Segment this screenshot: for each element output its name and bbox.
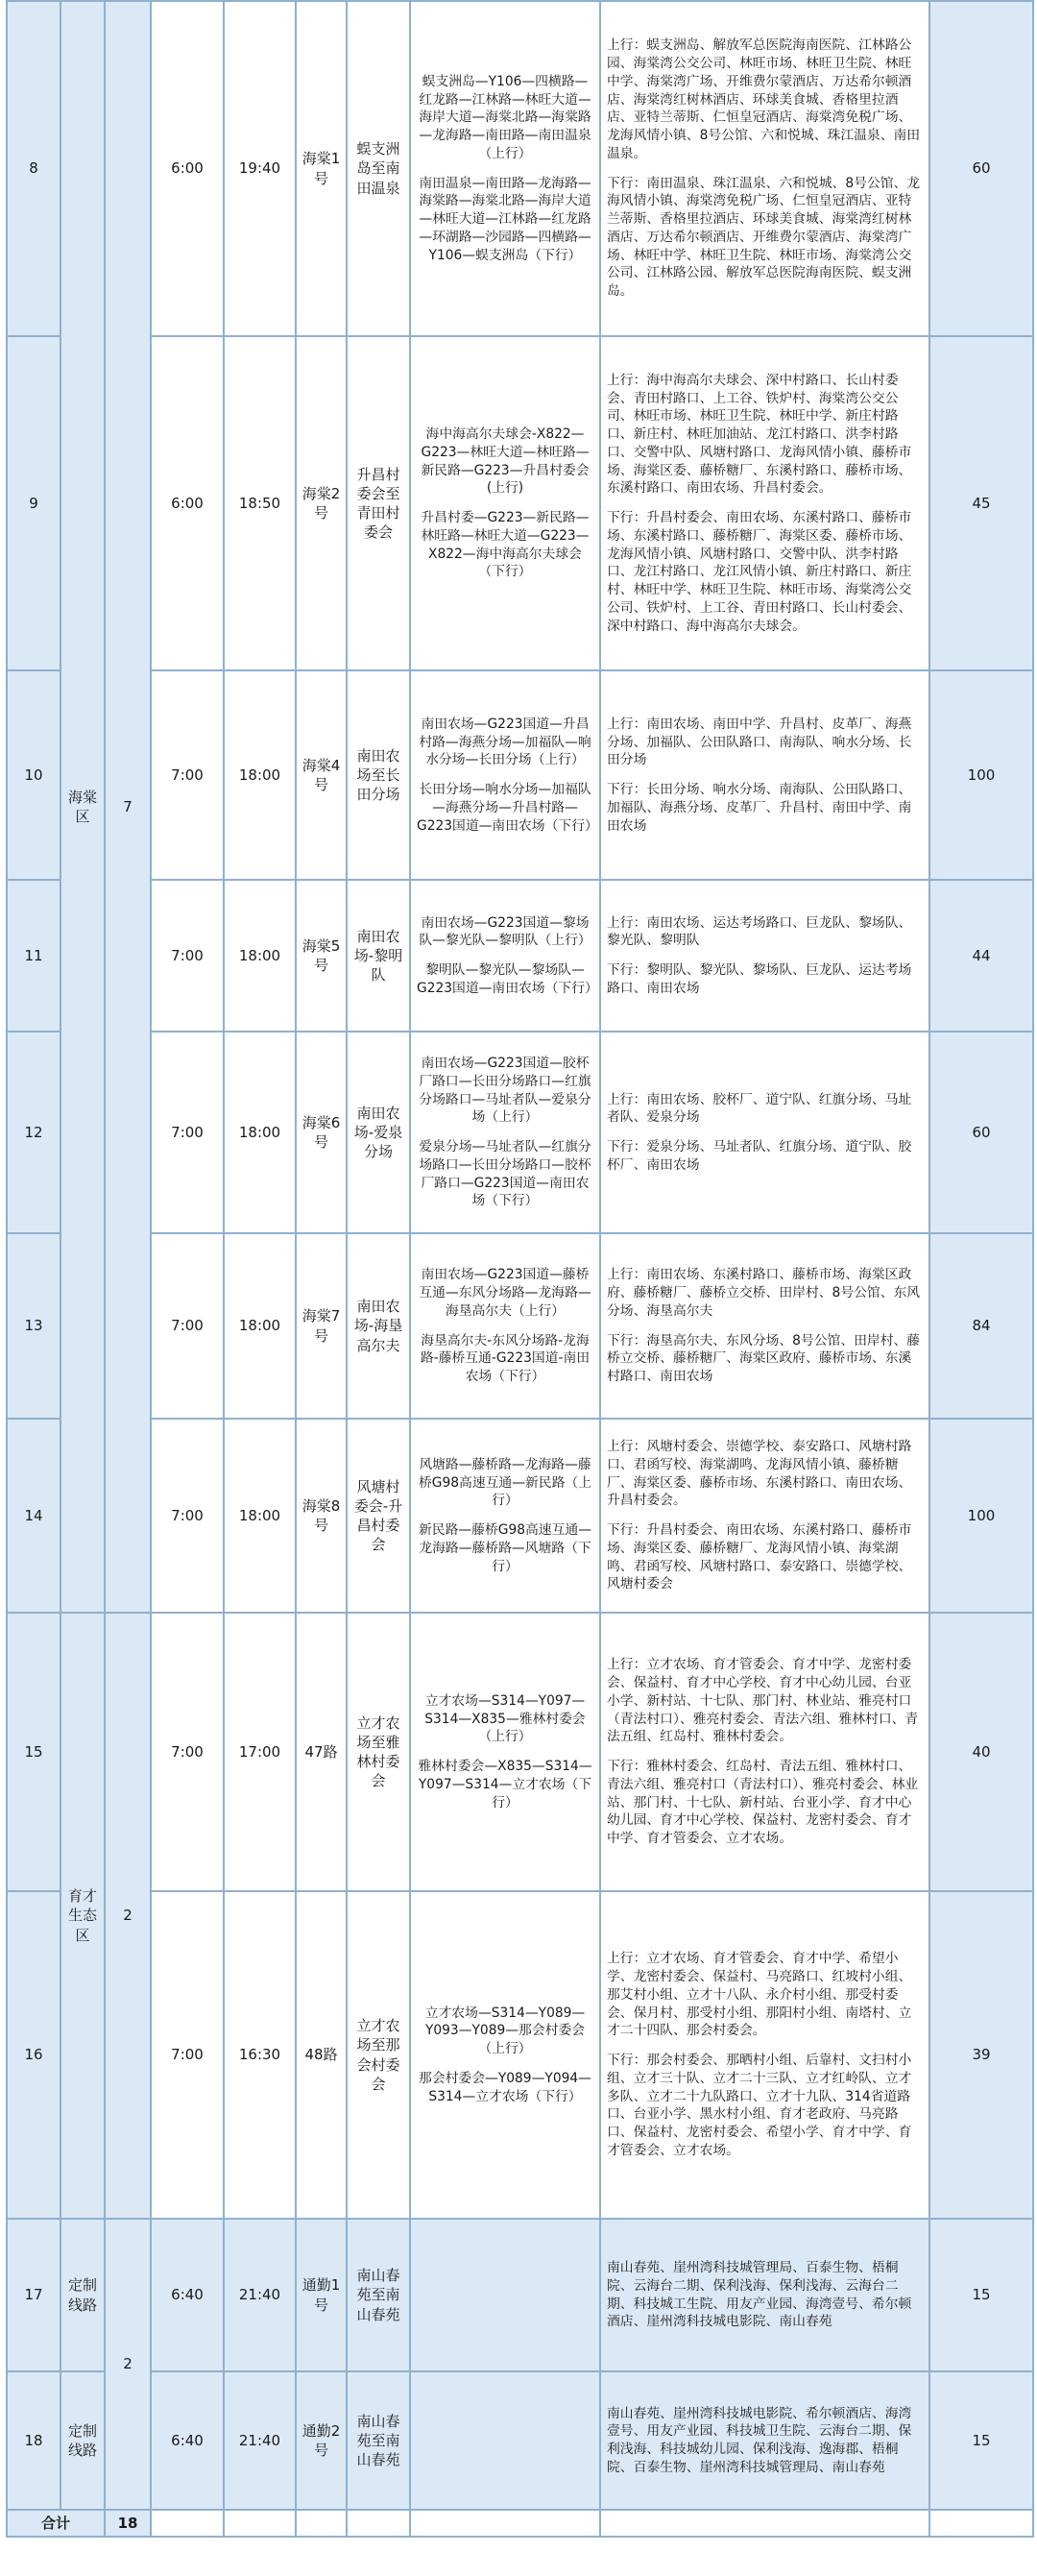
row-number: 12 [7,1032,60,1233]
vehicle-count: 15 [929,2219,1033,2371]
total-count: 18 [105,2510,151,2537]
route-cell [410,880,600,1032]
route-cell [410,2371,600,2510]
spacer [607,1127,923,1138]
route-down: 那会村委会—Y089—Y094—S314—立才农场（下行） [419,2070,591,2104]
route-cell [410,1419,600,1613]
empty-cell [929,2510,1033,2537]
line-span: 南田农场-黎明队 [347,880,410,1032]
vehicle-count: 60 [929,1032,1033,1233]
empty-cell [347,2510,410,2537]
spacer [607,950,923,961]
table-row [7,1,1033,336]
last-departure: 21:40 [224,2219,296,2371]
vehicle-count: 40 [929,1613,1033,1891]
spacer [607,1746,923,1758]
vehicle-count: 100 [929,670,1033,880]
spacer [417,950,593,961]
spacer [417,1127,593,1138]
stops-down: 下行：那会村委会、那晒村小组、后靠村、文扫村小组、立才三十队、立才二十三队、立才红岭队、立才多队、立才二十九队路口、立才十九队、314省道路口、台亚小学、黑水村小组、育才老政府、马亮路口、保益村、龙密村委会、希望小学、育才中学、育才管委会、立才农场。 [607,2053,912,2158]
line-name: 海棠7号 [296,1233,347,1419]
table-row [7,670,1033,880]
stops-list: 南山春苑、崖州湾科技城电影院、希尔顿酒店、海湾壹号、用友产业园、科技城卫生院、云海台二期、保利浅海、科技城幼儿园、保利浅海、逸海郡、梧桐院、百泰生物、崖州湾科技城管理局、南山春苑 [607,2405,912,2475]
route-up: 海中海高尔夫球会-X822—G223—林旺大道—林旺路—新民路—G223—升昌村委会(上行) [421,426,590,497]
line-span: 南山春苑至南山春苑 [347,2371,410,2510]
stops-up: 上行：立才农场、育才管委会、育才中学、希望小学、龙密村委会、保益村、马亮路口、红坡村小组、那艾村小组、立才十八队、永介村小组、那受村委会、保月村、那受村小组、那阳村小组、南塔村、立才二十四队、那会村委会。 [607,1951,912,2039]
first-departure: 6:00 [151,336,224,670]
row-number: 9 [7,336,60,670]
line-span: 蜈支洲岛至南田温泉 [347,1,410,336]
row-number: 16 [7,1891,60,2219]
route-down: 升昌村委—G223—新民路—林旺路—林旺大道—G223—X822—海中海高尔夫球会（下行） [421,510,590,580]
route-up: 立才农场—S314—Y097—S314—X835—雅林村委会（上行） [424,1692,586,1745]
line-name: 47路 [296,1613,347,1891]
first-departure: 6:40 [151,2371,224,2510]
route-cell [410,2219,600,2371]
vehicle-count: 45 [929,336,1033,670]
district-line-count: 2 [105,2219,151,2510]
first-departure: 6:00 [151,1,224,336]
route-up: 立才农场—S314—Y089—Y093—Y089—那会村委会（上行） [424,2005,586,2057]
stops-down: 下行：海垦高尔夫、东风分场、8号公馆、田岸村、藤桥立交桥、藤桥糖厂、海棠区政府、藤桥市场、东溪村路口、南田农场 [607,1332,921,1384]
table-row [7,1419,1033,1613]
spacer [417,163,593,175]
district-line-count: 7 [105,1,151,1613]
district-custom: 定制线路 [60,2219,105,2371]
route-cell [410,1233,600,1419]
line-name: 海棠1号 [296,1,347,336]
line-name: 48路 [296,1891,347,2219]
district-haitang: 海棠区 [60,1,105,1613]
stops-cell [600,880,929,1032]
line-span: 风塘村委会-升昌村委会 [347,1419,410,1613]
route-cell [410,670,600,880]
spacer [417,498,593,509]
vehicle-count: 100 [929,1419,1033,1613]
route-cell [410,336,600,670]
route-up: 南田农场—G223国道—升昌村路—海燕分场—加福队—响水分场—长田分场（上行） [419,716,591,768]
first-departure: 7:00 [151,1891,224,2219]
stops-cell [600,670,929,880]
first-departure: 7:00 [151,670,224,880]
line-span: 南田农场至长田分场 [347,670,410,880]
stops-cell [600,1419,929,1613]
stops-up: 上行：风塘村委会、崇德学校、泰安路口、风塘村路口、君函写校、海棠湖鸣、龙海风情小镇、藤桥糖厂、海棠区委、藤桥市场、东溪村路口、南田农场、升昌村委会。 [607,1439,912,1509]
line-span: 南田农场-海垦高尔夫 [347,1233,410,1419]
stops-down: 下行：升昌村委会、南田农场、东溪村路口、藤桥市场、东溪村路口、藤桥糖厂、海棠区委、藤桥市场、龙海风情小镇、风塘村路口、交警中队、洪李村路口、龙江村路口、龙江风情小镇、新庄村路口、新庄村、林旺中学、林旺卫生院、林旺市场、海棠湾公交公司、铁炉村、上工谷、青田村路口、长山村委会、深中村路口、海中海高尔夫球会。 [607,510,912,634]
table-row [7,1613,1033,1891]
spacer [607,1510,923,1521]
stops-down: 下行：升昌村委会、南田农场、东溪村路口、藤桥市场、海棠区委、藤桥糖厂、龙海风情小镇、海棠湖鸣、君函写校、风塘村路口、泰安路口、崇德学校、风塘村委会 [607,1522,912,1592]
row-number: 11 [7,880,60,1032]
stops-up: 上行：立才农场、育才管委会、育才中学、龙密村委会、保益村、育才中心学校、育才中心幼儿园、台亚小学、新村站、十七队、那门村、林业站、雅亮村口（青法村口）、雅亮村委会、青法六组、雅林村口、青法五组、红岛村、雅林村委会。 [607,1657,919,1745]
stops-down: 下行：黎明队、黎光队、黎场队、巨龙队、运达考场路口、南田农场 [607,962,912,996]
last-departure: 17:00 [224,1613,296,1891]
route-cell [410,1,600,336]
table-row [7,336,1033,670]
district-custom: 定制线路 [60,2371,105,2510]
spacer [417,769,593,781]
last-departure: 18:00 [224,1233,296,1419]
stops-cell [600,2371,929,2510]
route-cell [410,1613,600,1891]
last-departure: 18:50 [224,336,296,670]
vehicle-count: 15 [929,2371,1033,2510]
line-name: 海棠5号 [296,880,347,1032]
first-departure: 7:00 [151,1233,224,1419]
first-departure: 7:00 [151,880,224,1032]
spacer [607,163,923,175]
table-row [7,880,1033,1032]
row-number: 17 [7,2219,60,2371]
stops-down: 下行：长田分场、响水分场、南海队、公田队路口、加福队、海燕分场、皮革厂、升昌村、南田中学、南田农场 [607,782,912,834]
last-departure: 18:00 [224,1419,296,1613]
last-departure: 16:30 [224,1891,296,2219]
route-down: 长田分场—响水分场—加福队—海燕分场—升昌村路—G223国道—南田农场（下行） [417,782,598,834]
stops-up: 上行：南田农场、胶杯厂、道宁队、红旗分场、马址者队、爱泉分场 [607,1091,912,1126]
route-down: 新民路—藤桥G98高速互通—龙海路—藤桥路—风塘路（下行） [418,1522,591,1574]
first-departure: 6:40 [151,2219,224,2371]
vehicle-count: 84 [929,1233,1033,1419]
route-up: 南田农场—G223国道—藤桥互通—东风分场路—龙海路—海垦高尔夫（上行） [419,1267,591,1319]
empty-cell [600,2510,929,2537]
stops-down: 下行：雅林村委会、红岛村、青法五组、雅林村口、青法六组、雅亮村口（青法村口）、雅亮村委会、林业站、那门村、十七队、新村站、台亚小学、育才中心幼儿园、育才中心学校、保益村、龙密村委会、育才中学、育才管委会、立才农场。 [607,1759,919,1846]
route-down: 爱泉分场—马址者队—红旗分场路口—长田分场路口—胶杯厂路口—G223国道—南田农场（下行） [419,1139,591,1209]
district-line-count: 2 [105,1613,151,2219]
last-departure: 18:00 [224,670,296,880]
first-departure: 7:00 [151,1613,224,1891]
last-departure: 18:00 [224,1032,296,1233]
empty-cell [296,2510,347,2537]
row-number: 15 [7,1613,60,1891]
stops-cell [600,2219,929,2371]
route-up: 风塘路—藤桥路—龙海路—藤桥G98高速互通—新民路（上行） [418,1456,591,1509]
stops-list: 南山春苑、崖州湾科技城管理局、百泰生物、梧桐院、云海台二期、保利浅海、保利浅海、云海台二期、科技城工生院、用友产业园、海湾壹号、希尔顿酒店、崖州湾科技城电影院、南山春苑 [607,2260,912,2330]
row-number: 18 [7,2371,60,2510]
table-row [7,1891,1033,2219]
stops-up: 上行：南田农场、运达考场路口、巨龙队、黎场队、黎光队、黎明队 [607,914,912,949]
stops-cell [600,336,929,670]
stops-up: 上行：南田农场、南田中学、升昌村、皮革厂、海燕分场、加福队、公田队路口、南海队、响水分场、长田分场 [607,716,912,768]
stops-up: 上行：海中海高尔夫球会、深中村路口、长山村委会、青田村路口、上工谷、铁炉村、海棠湾公交公司、林旺市场、林旺卫生院、林旺中学、新庄村路口、新庄村、林旺加油站、龙江村路口、洪李村路口、交警中队、风塘村路口、龙海风情小镇、藤桥市场、海棠区委、藤桥糖厂、东溪村路口、藤桥市场、东溪村路口、南田农场、升昌村委会。 [607,372,912,497]
row-number: 8 [7,1,60,336]
route-up: 蜈支洲岛—Y106—四横路—红龙路—江林路—林旺大道—海岸大道—海棠北路—海棠路—龙海路—南田路—南田温泉（上行） [419,73,591,161]
spacer [417,1321,593,1332]
district-yucai: 育才生态区 [60,1613,105,2219]
vehicle-count: 60 [929,1,1033,336]
stops-cell [600,1032,929,1233]
line-name: 通勤1号 [296,2219,347,2371]
line-span: 南田农场-爱泉分场 [347,1032,410,1233]
empty-cell [151,2510,224,2537]
empty-cell [410,2510,600,2537]
stops-up: 上行：蜈支洲岛、解放军总医院海南医院、江林路公园、海棠湾公交公司、林旺市场、林旺卫生院、林旺中学、海棠湾广场、开维费尔蒙酒店、万达希尔顿酒店、海棠湾红树林酒店、环球美食城、香格里拉酒店、亚特兰蒂斯、仁恒皇冠酒店、海棠湾免税广场、龙海风情小镇、8号公馆、六和悦城、珠江温泉、南田温泉。 [607,37,921,161]
line-name: 通勤2号 [296,2371,347,2510]
route-up: 南田农场—G223国道—胶杯厂路口—长田分场路口—红旗分场路口—马址者队—爱泉分场（上行） [419,1056,591,1126]
spacer [417,1746,593,1758]
line-span: 立才农场至雅林村委会 [347,1613,410,1891]
route-down: 南田温泉—南田路—龙海路—海棠路—海棠北路—海岸大道—林旺大道—江林路—红龙路—环湖路—沙园路—四横路—Y106—蜈支洲岛（下行） [419,175,591,263]
line-span: 升昌村委会至青田村委会 [347,336,410,670]
stops-cell [600,1613,929,1891]
spacer [607,769,923,781]
row-number: 13 [7,1233,60,1419]
vehicle-count: 39 [929,1891,1033,2219]
last-departure: 21:40 [224,2371,296,2510]
route-up: 南田农场—G223国道—黎场队—黎光队—黎明队（上行） [419,914,591,949]
stops-cell [600,1,929,336]
stops-cell [600,1233,929,1419]
table-row [7,2219,1033,2371]
route-down: 雅林村委会—X835—S314—Y097—S314—立才农场（下行） [418,1759,592,1810]
line-name: 海棠2号 [296,336,347,670]
first-departure: 7:00 [151,1032,224,1233]
last-departure: 18:00 [224,880,296,1032]
empty-cell [224,2510,296,2537]
stops-down: 下行：爱泉分场、马址者队、红旗分场、道宁队、胶杯厂、南田农场 [607,1139,912,1173]
bus-route-table [6,0,1034,2538]
total-row [7,2510,1033,2537]
row-number: 10 [7,670,60,880]
route-down: 海垦高尔夫-东风分场路-龙海路-藤桥互通-G223国道-南田农场（下行） [420,1332,591,1384]
line-name: 海棠8号 [296,1419,347,1613]
row-number: 14 [7,1419,60,1613]
line-name: 海棠6号 [296,1032,347,1233]
route-cell [410,1032,600,1233]
line-span: 南山春苑至南山春苑 [347,2219,410,2371]
spacer [607,498,923,509]
first-departure: 7:00 [151,1419,224,1613]
total-label: 合计 [7,2510,105,2537]
table-row [7,1233,1033,1419]
stops-up: 上行：南田农场、东溪村路口、藤桥市场、海棠区政府、藤桥糖厂、藤桥立交桥、田岸村、8号公馆、东风分场、海垦高尔夫 [607,1267,921,1319]
spacer [607,1321,923,1332]
route-down: 黎明队—黎光队—黎场队—G223国道—南田农场（下行） [417,962,598,996]
line-name: 海棠4号 [296,670,347,880]
vehicle-count: 44 [929,880,1033,1032]
last-departure: 19:40 [224,1,296,336]
stops-down: 下行：南田温泉、珠江温泉、六和悦城、8号公馆、龙海风情小镇、海棠湾免税广场、仁恒皇冠酒店、亚特兰蒂斯、香格里拉酒店、环球美食城、海棠湾红树林酒店、万达希尔顿酒店、开维费尔蒙酒店、海棠湾广场、林旺中学、林旺卫生院、林旺市场、海棠湾公交公司、江林路公园、解放军总医院海南医院、蜈支洲岛。 [607,175,921,299]
table-row [7,2371,1033,2510]
line-span: 立才农场至那会村委会 [347,1891,410,2219]
spacer [417,2058,593,2070]
stops-cell [600,1891,929,2219]
spacer [417,1510,593,1521]
spacer [607,2040,923,2052]
table-row [7,1032,1033,1233]
route-cell [410,1891,600,2219]
